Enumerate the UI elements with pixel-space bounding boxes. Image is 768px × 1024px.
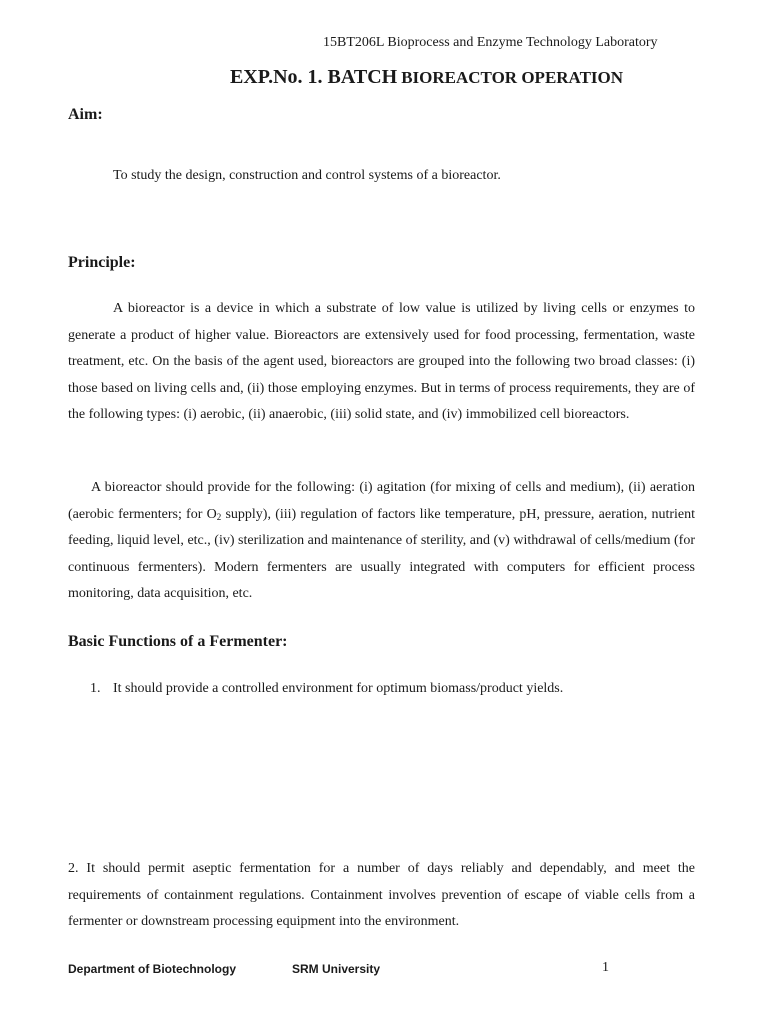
aim-heading: Aim: [68,106,103,123]
footer-department: Department of Biotechnology [68,962,237,976]
aim-text: To study the design, construction and control systems of a bioreactor. [113,168,501,183]
list-item-1: It should provide a controlled environment for optimum biomass/product yields. [113,681,564,696]
footer-university: SRM University [292,962,381,976]
title-part-2: BIOREACTOR OPERATION [401,68,624,87]
page-number: 1 [602,960,609,975]
running-header: 15BT206L Bioprocess and Enzyme Technology Laboratory [323,35,658,50]
principle-heading: Principle: [68,254,136,271]
document-title [0,66,768,89]
principle-paragraph-1: A bioreactor is a device in which a substrate of low value is utilized by living cells or enzymes to generate a product of higher value. Bioreactors are extensively used for food processing, fermentation, waste treatment, etc. On the basis of the agent used, bioreactors are grouped into the following two broad classes: (i) those based on living cells and, (ii) those employing enzymes. But in terms of process requirements, they are of the following types: (i) aerobic, (ii) anaerobic, (iii) solid state, and (iv) immobilized cell bioreactors. [68,301,695,423]
principle-paragraph-2: A bioreactor should provide for the following: (i) agitation (for mixing of cells and medium), (ii) aeration (aerobic fermenters; for $O_2$ supply), (iii) regulation of factors like temperature, pH, pressure, aeration, nutrient feeding, liquid level, etc., (iv) sterilization and maintenance of sterility, and (v) withdrawal of cells/medium (for continuous fermenters). Modern fermenters are usually integrated with computers for efficient process monitoring, data acquisition, etc. [68,480,695,602]
title-part-1: EXP.No. 1. BATCH [229,66,398,88]
functions-heading: Basic Functions of a Fermenter: [68,633,288,650]
list-item-2: 2. It should permit aseptic fermentation for a number of days reliably and dependably, and meet the requirements of containment regulations. Containment involves prevention of escape of viable cells from a fermenter or downstream processing equipment into the environment. [68,861,695,930]
list-item-number-1: 1. [90,681,101,696]
